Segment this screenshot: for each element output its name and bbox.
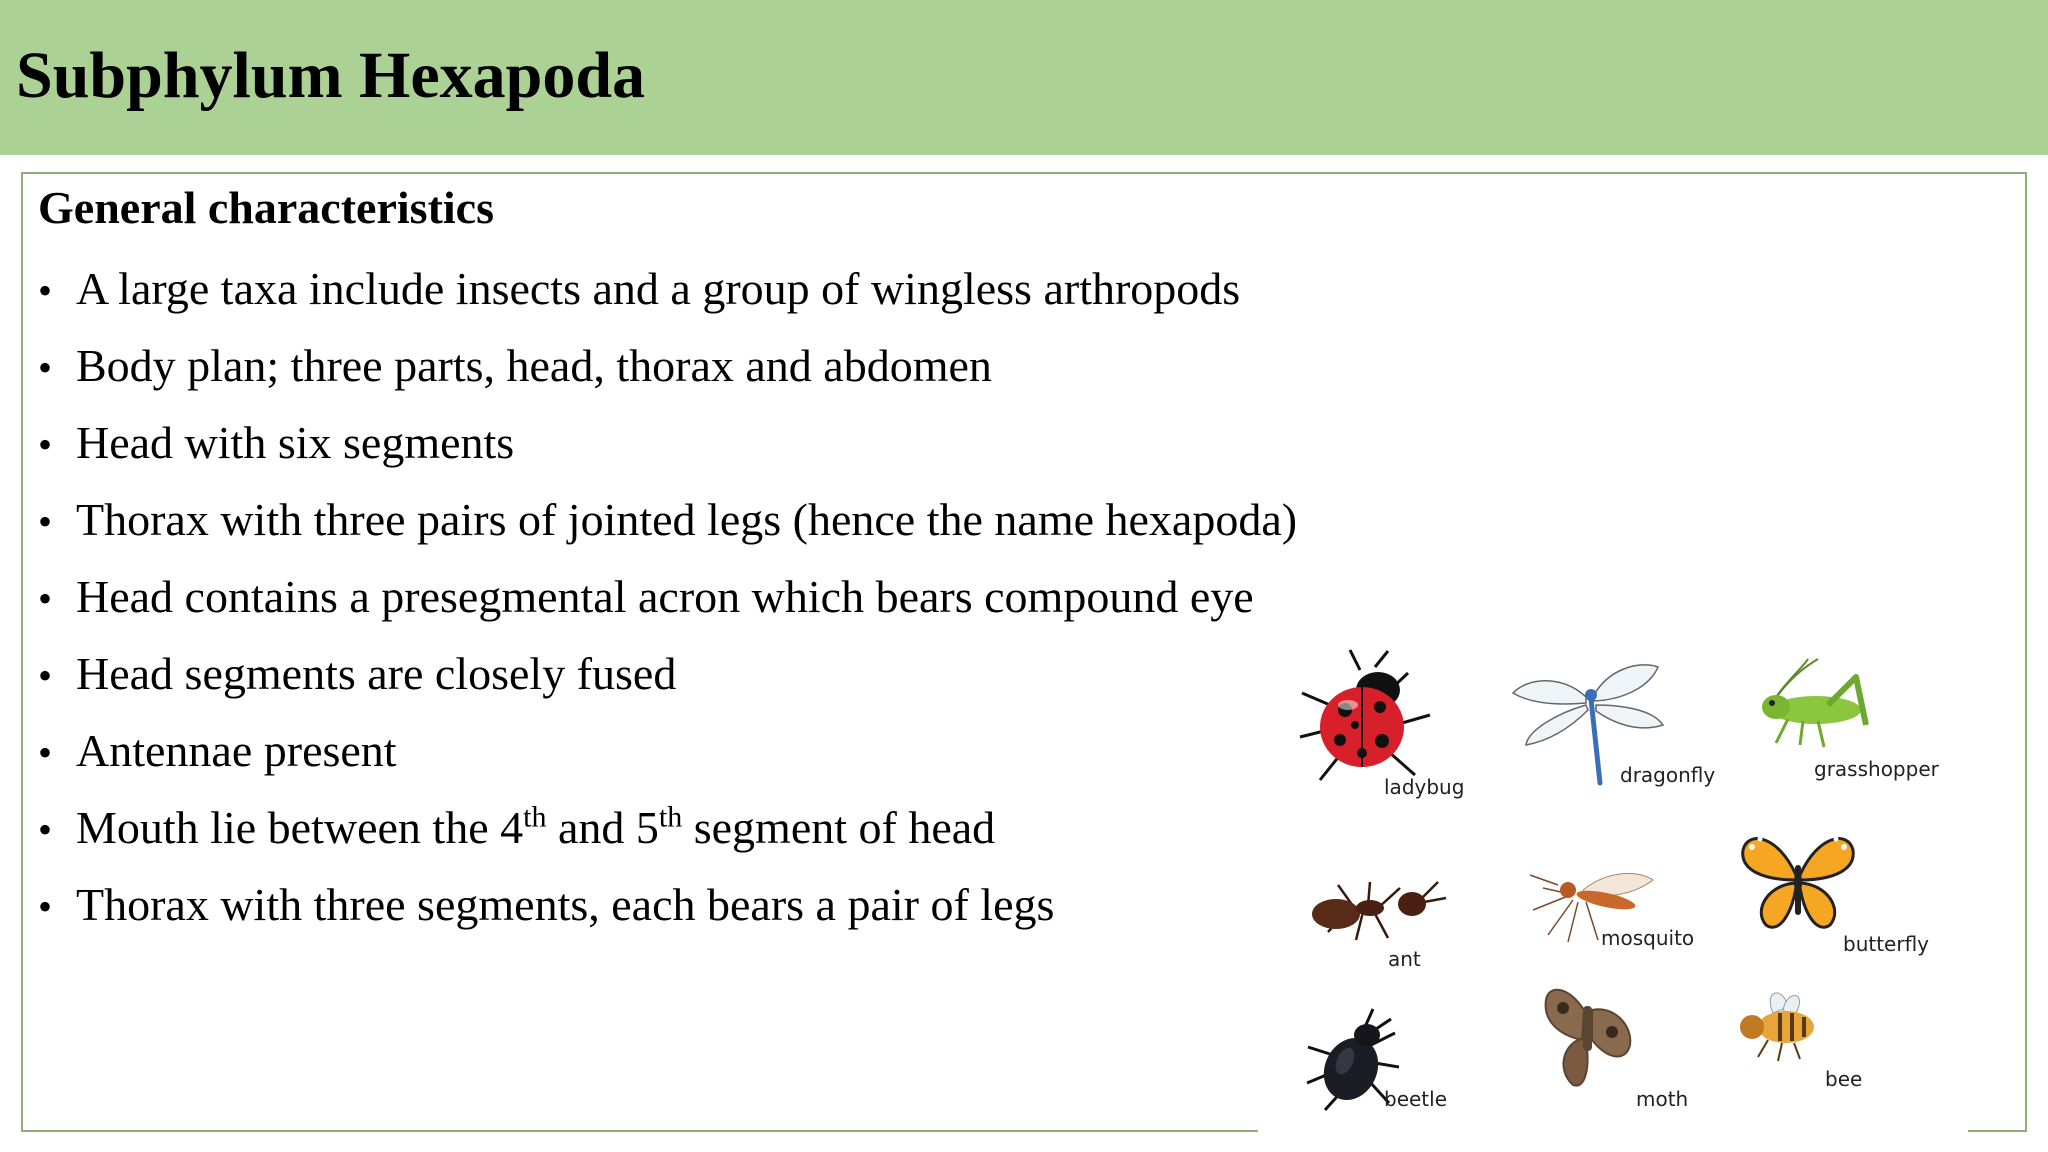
title-bar (0, 0, 2048, 155)
bullet-dot: • (38, 730, 53, 775)
moth-icon (1538, 980, 1638, 1095)
list-item: • Antennae present (38, 712, 1297, 789)
list-item: • Thorax with three segments, each bears a pair of legs (38, 866, 1297, 943)
bullet-dot: • (38, 884, 53, 929)
list-item: • Mouth lie between the 4th and 5th segment of head (38, 789, 1297, 866)
list-item: • Head with six segments (38, 404, 1297, 481)
insect-label: dragonfly (1620, 763, 1716, 787)
bullet-dot: • (38, 576, 53, 621)
bullet-dot: • (38, 422, 53, 467)
list-item: • Thorax with three pairs of jointed legs (hence the name hexapoda) (38, 481, 1297, 558)
insect-label: ant (1388, 947, 1421, 971)
bee-icon (1728, 985, 1828, 1065)
insect-label: moth (1636, 1087, 1689, 1111)
ladybug-icon (1290, 645, 1440, 795)
insect-label: ladybug (1384, 775, 1465, 799)
butterfly-icon (1738, 825, 1858, 940)
insect-illustration (1258, 630, 1968, 1135)
characteristics-list (38, 250, 1297, 943)
bullet-dot: • (38, 499, 53, 544)
list-item: • A large taxa include insects and a group of wingless arthropods (38, 250, 1297, 327)
list-item: • Head contains a presegmental acron which bears compound eye (38, 558, 1297, 635)
list-item: • Head segments are closely fused (38, 635, 1297, 712)
insect-label: butterfly (1843, 932, 1930, 956)
bullet-dot: • (38, 653, 53, 698)
section-subheading: General characteristics (38, 182, 494, 233)
bullet-dot: • (38, 345, 53, 390)
bullet-dot: • (38, 807, 53, 852)
insect-label: beetle (1384, 1087, 1448, 1111)
list-item: • Body plan; three parts, head, thorax and abdomen (38, 327, 1297, 404)
ant-icon (1308, 870, 1448, 950)
insect-label: grasshopper (1814, 757, 1939, 781)
insect-label: bee (1825, 1067, 1863, 1091)
insect-label: mosquito (1601, 926, 1695, 950)
bullet-dot: • (38, 268, 53, 313)
slide-title: Subphylum Hexapoda (16, 39, 646, 112)
grasshopper-icon (1748, 655, 1878, 755)
